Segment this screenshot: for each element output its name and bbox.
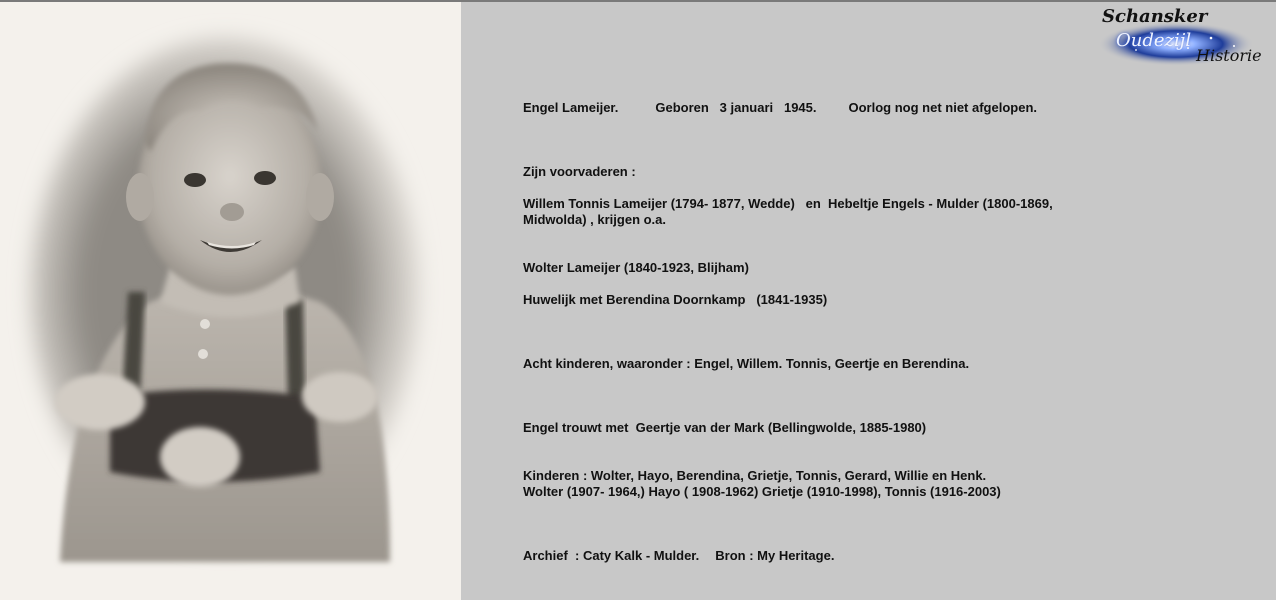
archive-line (523, 548, 834, 564)
ancestors-line-2: Midwolda) , krijgen o.a. (523, 212, 667, 227)
engel-marries-line: Engel trouwt met Geertje van der Mark (Bellingwolde, 1885-1980) (523, 420, 927, 435)
intro-born: Geboren 3 januari 1945. (655, 100, 817, 115)
archive-bron: Bron : My Heritage. (715, 548, 835, 563)
logo-text-oudezijl: Oudezijl (1116, 30, 1192, 51)
intro-line (523, 100, 1037, 116)
children-eight-line: Acht kinderen, waaronder : Engel, Willem. Tonnis, Geertje en Berendina. (523, 356, 970, 371)
portrait-photo (0, 2, 461, 600)
logo-text-schansker: Schansker (1102, 6, 1208, 27)
ancestors-line-1: Willem Tonnis Lameijer (1794- 1877, Wedde) en Hebeltje Engels - Mulder (1800-1869, (523, 196, 1053, 211)
wolter-line: Wolter Lameijer (1840-1923, Blijham) (523, 260, 749, 275)
kinderen-line-1: Kinderen : Wolter, Hayo, Berendina, Grietje, Tonnis, Gerard, Willie en Henk. (523, 468, 987, 483)
archive-source: Archief : Caty Kalk - Mulder. (523, 548, 700, 563)
site-logo[interactable] (1006, 4, 1274, 72)
logo-text-historie: Historie (1196, 46, 1262, 65)
kinderen-line-2: Wolter (1907- 1964,) Hayo ( 1908-1962) Grietje (1910-1998), Tonnis (1916-2003) (523, 484, 1001, 499)
intro-war: Oorlog nog net niet afgelopen. (848, 100, 1037, 115)
intro-name: Engel Lameijer. (523, 100, 619, 115)
child-portrait-image (0, 2, 461, 600)
ancestors-heading: Zijn voorvaderen : (523, 164, 636, 179)
marriage-line: Huwelijk met Berendina Doornkamp (1841-1935) (523, 292, 828, 307)
